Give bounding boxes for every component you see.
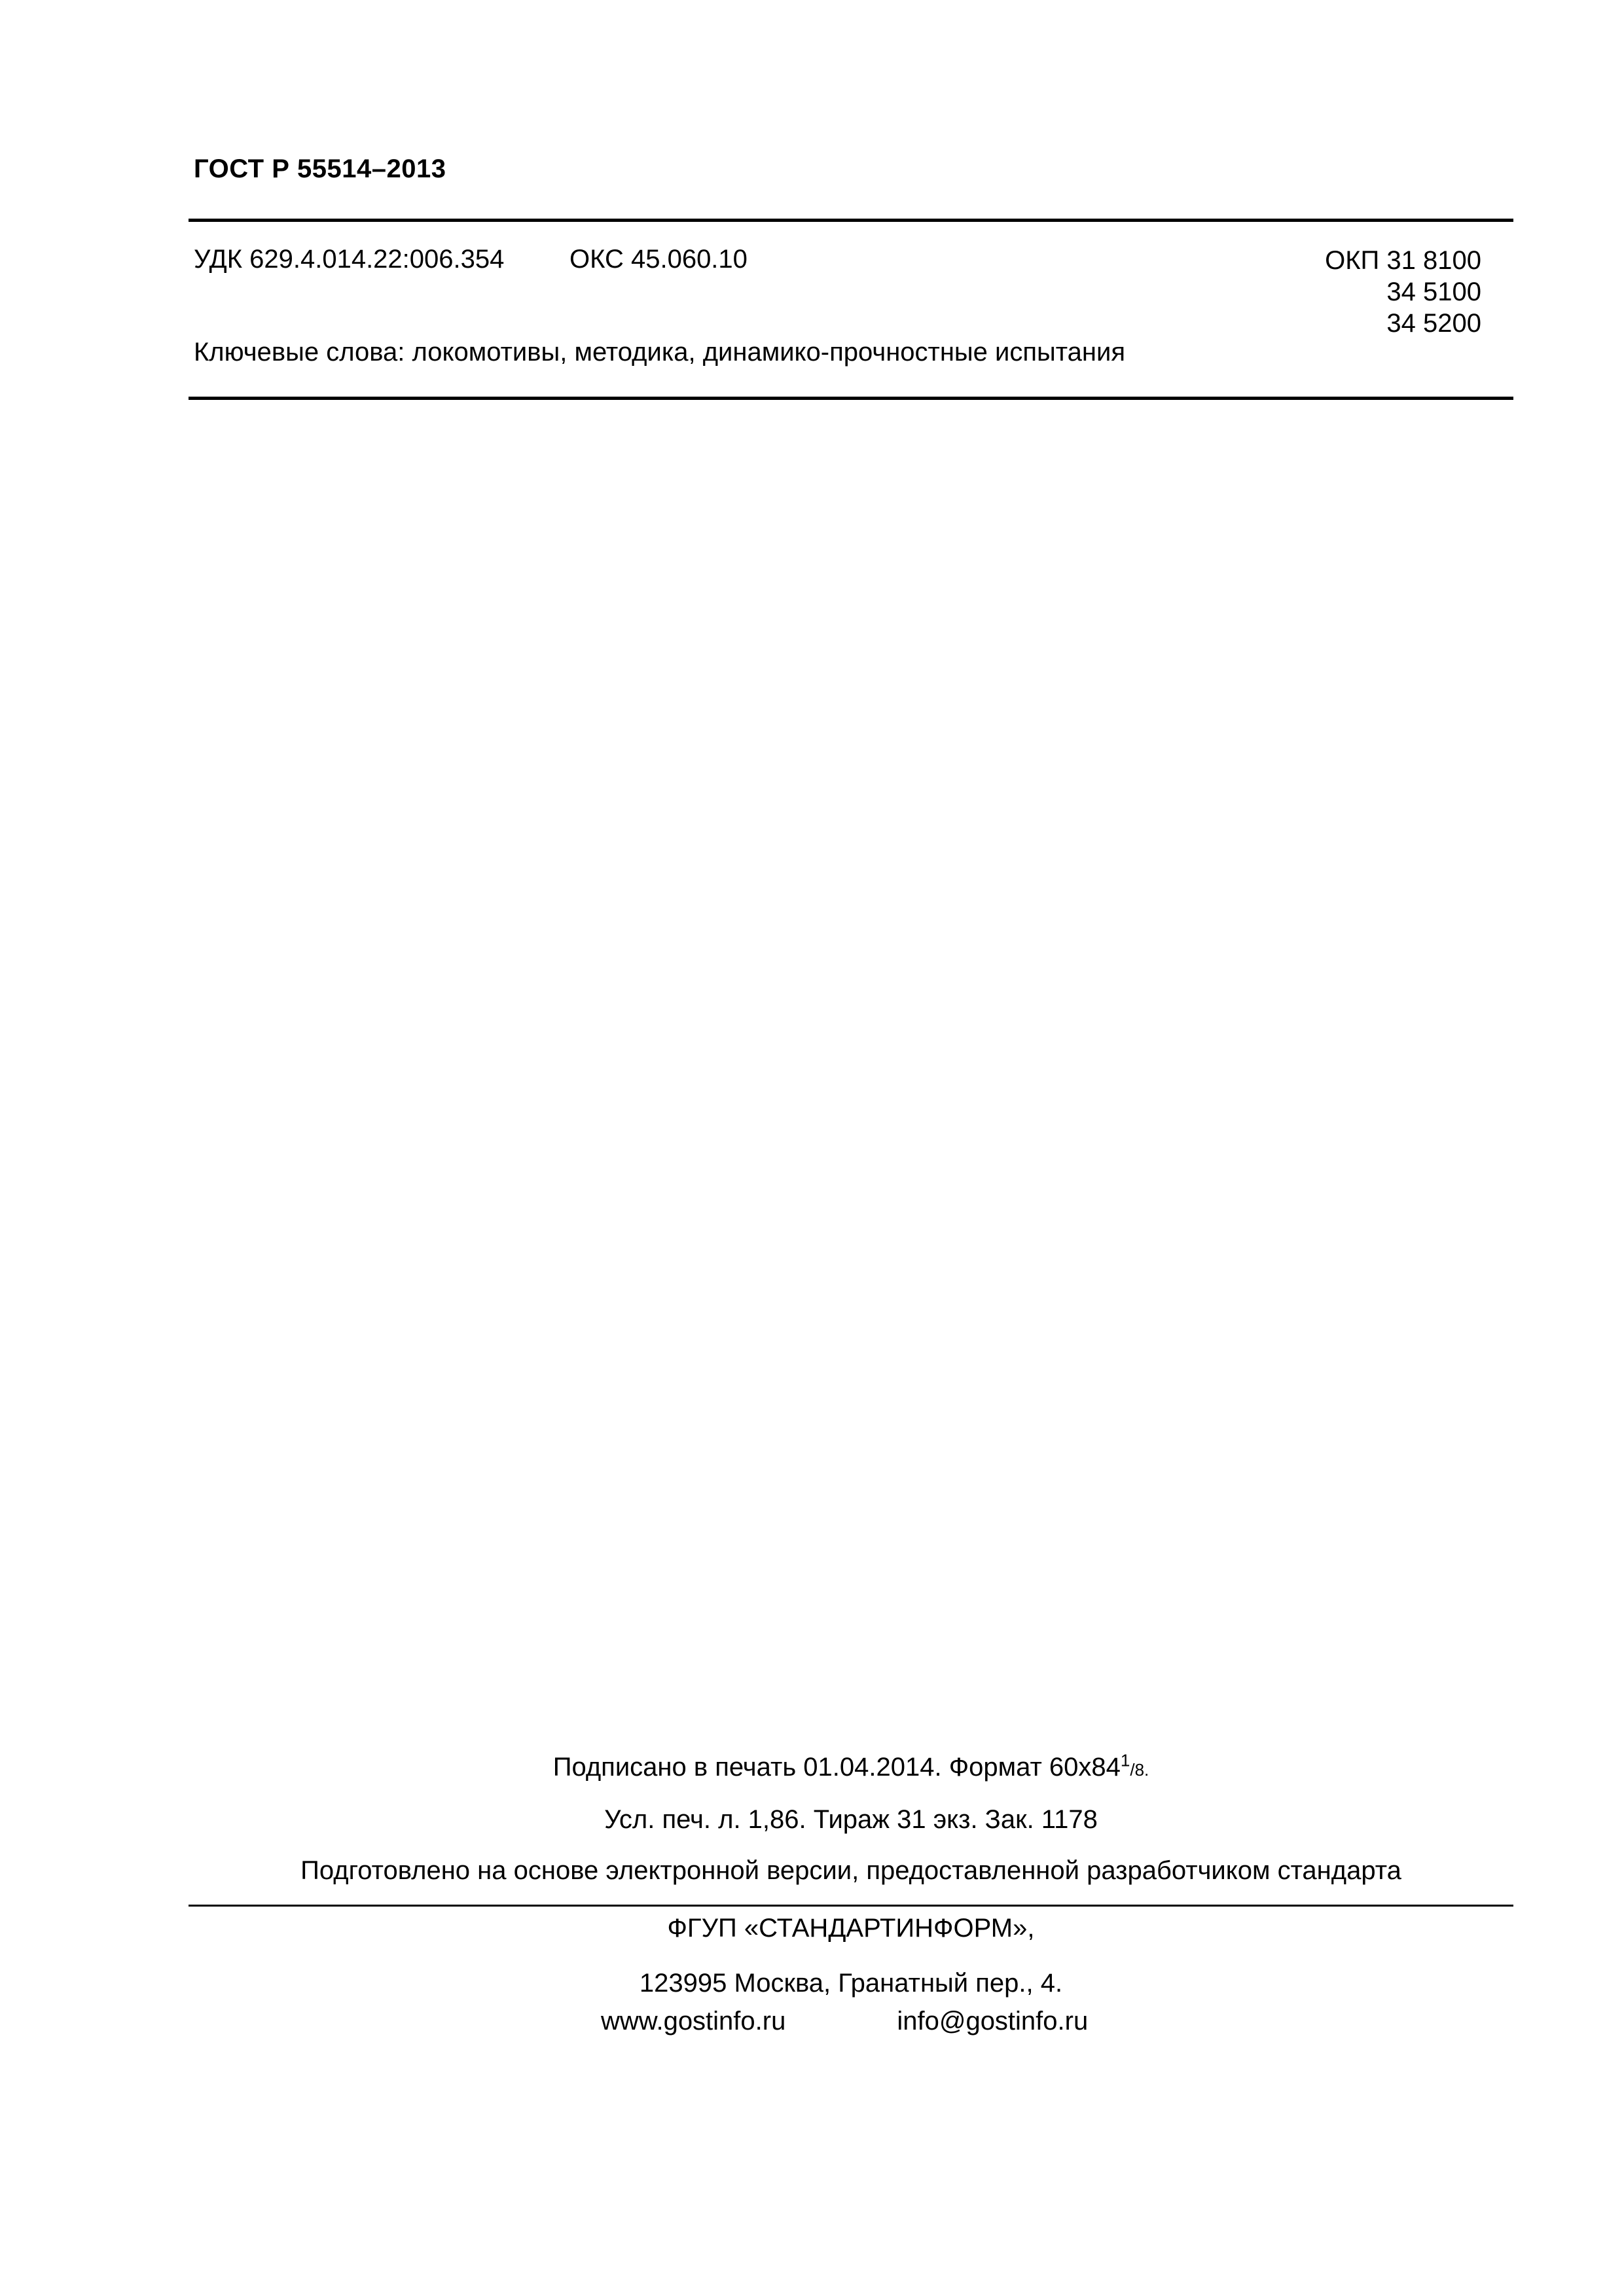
format-fraction-numerator: 1 <box>1120 1750 1130 1770</box>
signed-main-text: Подписано в печать 01.04.2014. Формат 60х84 <box>552 1753 1121 1782</box>
prepared-note: Подготовлено на основе электронной версии, предоставленной разработчиком стандарта <box>300 1856 1401 1885</box>
website-link[interactable]: www.gostinfo.ru <box>601 2007 786 2036</box>
imprint-divider <box>189 1905 1513 1907</box>
publisher-address: 123995 Москва, Гранатный пер., 4. <box>639 1969 1063 1998</box>
format-fraction-denominator: /8. <box>1130 1760 1149 1780</box>
signed-to-print <box>0 1750 1624 1782</box>
okp-code-3: 34 5200 <box>1386 309 1481 338</box>
bottom-divider <box>189 397 1513 400</box>
keywords: Ключевые слова: локомотивы, методика, динамико-прочностные испытания <box>194 338 1126 367</box>
okp-code-2: 34 5100 <box>1386 278 1481 306</box>
print-run-info: Усл. печ. л. 1,86. Тираж 31 экз. Зак. 1178 <box>604 1805 1098 1834</box>
publisher-name: ФГУП «СТАНДАРТИНФОРМ», <box>667 1914 1035 1943</box>
okp-code-1: ОКП 31 8100 <box>1325 246 1481 275</box>
top-divider <box>189 219 1513 222</box>
email-link[interactable]: info@gostinfo.ru <box>897 2007 1089 2036</box>
oks-code: ОКС 45.060.10 <box>569 245 748 274</box>
publisher-contacts <box>601 2007 1088 2036</box>
standard-id: ГОСТ Р 55514–2013 <box>194 154 446 183</box>
okp-codes <box>1325 245 1481 339</box>
udk-code: УДК 629.4.014.22:006.354 <box>194 245 505 274</box>
